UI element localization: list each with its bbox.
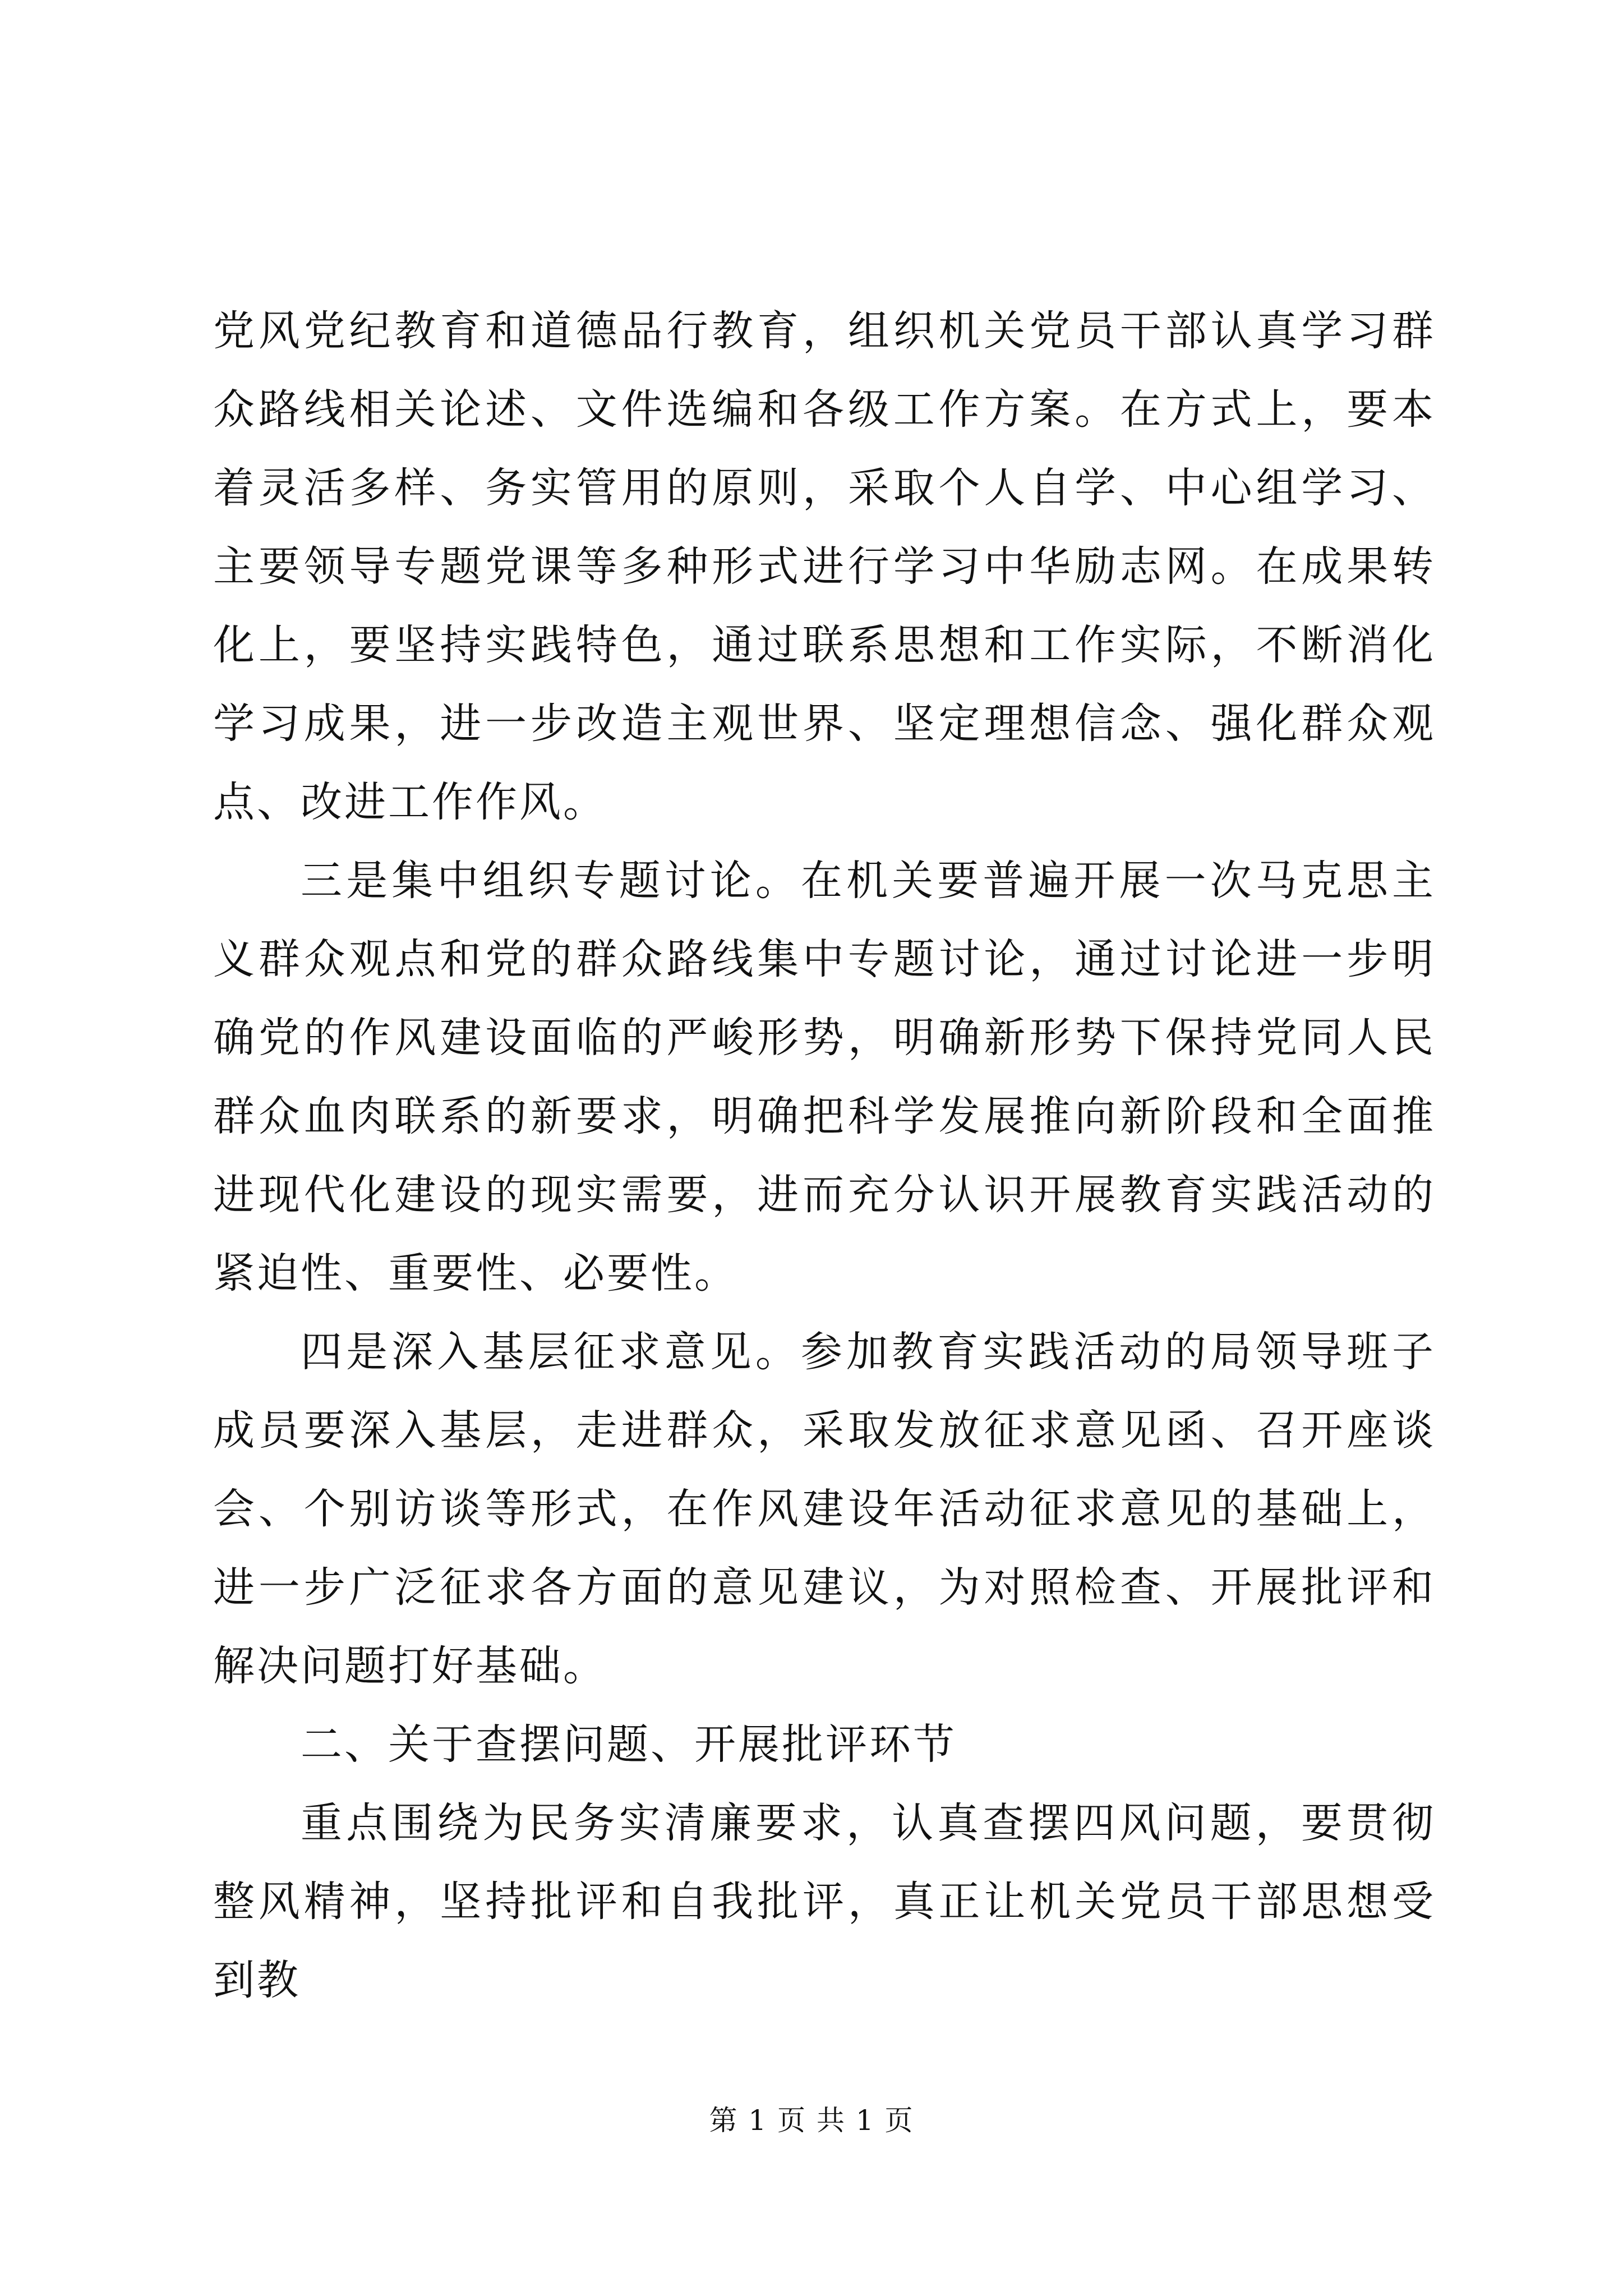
paragraph-item-three: 三是集中组织专题讨论。在机关要普遍开展一次马克思主义群众观点和党的群众路线集中专题讨论，通过讨论进一步明确党的作风建设面临的严峻形势，明确新形势下保持党同人民群众血肉联系的新要求，明确把科学发展推向新阶段和全面推进现代化建设的现实需要，进而充分认识开展教育实践活动的紧迫性、重要性、必要性。 — [213, 857, 1436, 1297]
paragraph-section-body: 重点围绕为民务实清廉要求，认真查摆四风问题，要贯彻整风精神，坚持批评和自我批评，真正让机关党员干部思想受到教 — [213, 1799, 1436, 2004]
section-heading: 二、关于查摆问题、开展批评环节 — [301, 1720, 957, 1769]
paragraph-continued: 党风党纪教育和道德品行教育，组织机关党员干部认真学习群众路线相关论述、文件选编和各级工作方案。在方式上，要本着灵活多样、务实管用的原则，采取个人自学、中心组学习、主要领导专题党课等多种形式进行学习中华励志网。在成果转化上，要坚持实践特色，通过联系思想和工作实际，不断消化学习成果，进一步改造主观世界、坚定理想信念、强化群众观点、改进工作作风。 — [213, 307, 1436, 826]
paragraph-item-four: 四是深入基层征求意见。参加教育实践活动的局领导班子成员要深入基层，走进群众，采取发放征求意见函、召开座谈会、个别访谈等形式，在作风建设年活动征求意见的基础上，进一步广泛征求各方面的意见建议，为对照检查、开展批评和解决问题打好基础。 — [213, 1328, 1436, 1690]
document-body — [213, 292, 1436, 2019]
page-number-footer: 第 1 页 共 1 页 — [709, 2104, 914, 2137]
